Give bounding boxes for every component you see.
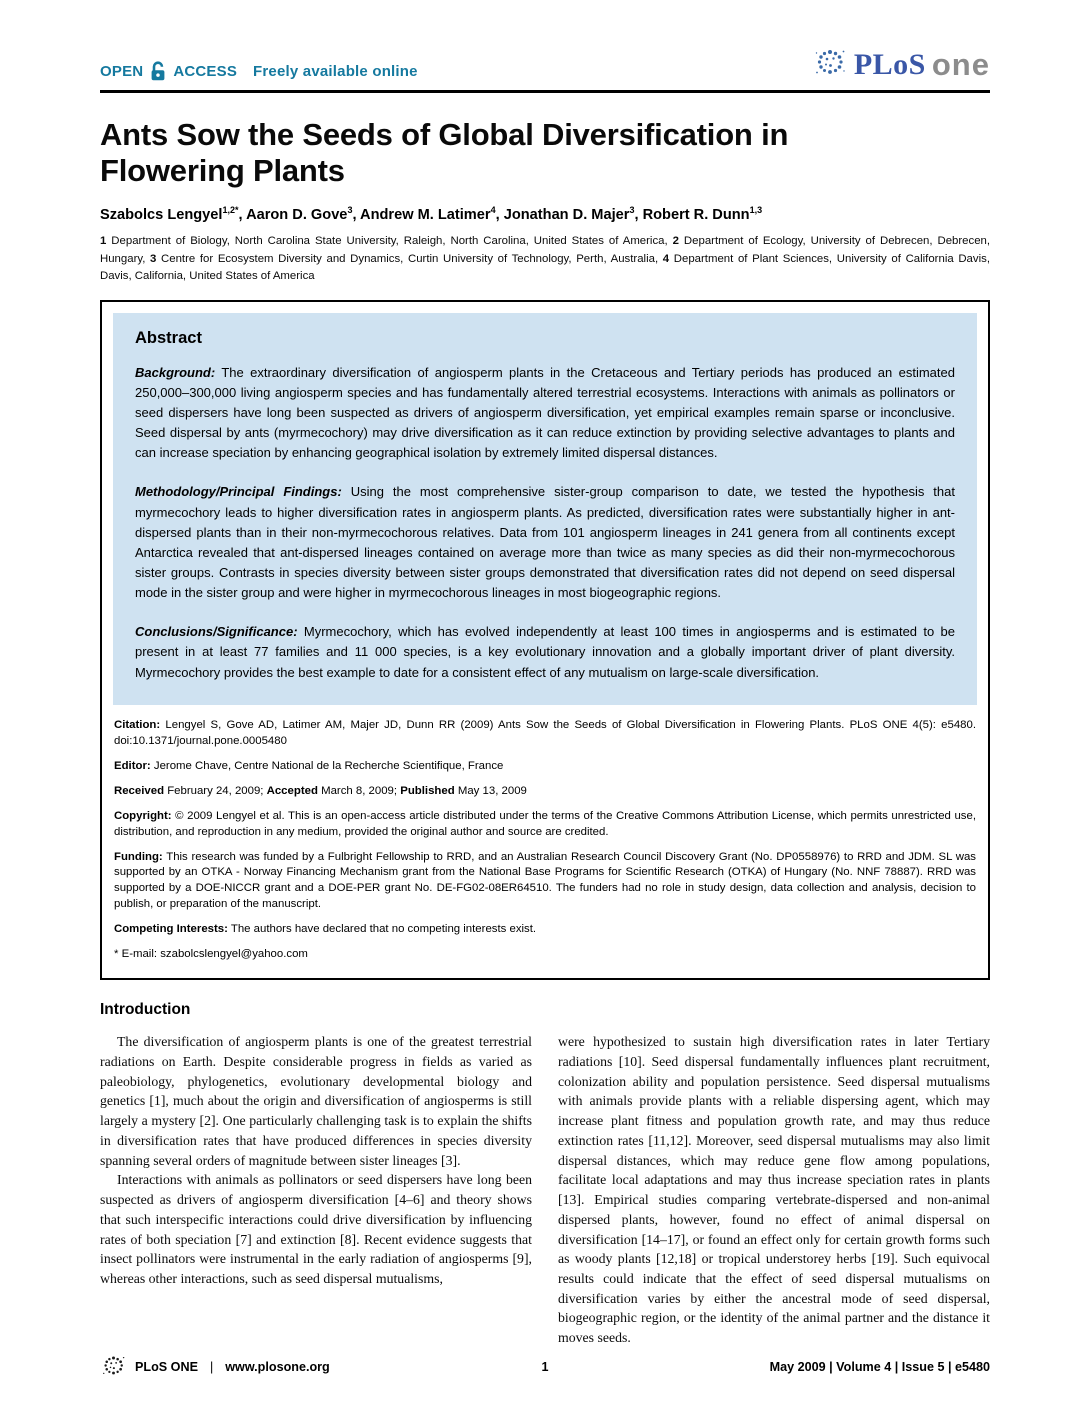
editor-line: Editor: Jerome Chave, Centre National de la Recherche Scientifique, France [114,759,504,772]
email-line: * E-mail: szabolcslengyel@yahoo.com [114,948,308,961]
open-access-banner [100,61,418,85]
affiliation-text: Centre for Ecosystem Diversity and Dynamics, Curtin University of Technology, Perth, Australia, [161,252,659,265]
page-number: 1 [541,1360,549,1374]
abstract-methodology: Methodology/Principal Findings: Using the most comprehensive sister-group comparison to date, we tested the hypothesis that myrmecochory leads to higher diversification rates in angiosperm plants. As predicted, diversification rates were substantially higher in ant-dispersed plants than in their non-myrmecochorous relatives. Data from 101 angiosperm lineages in 241 genera from all continents except Antarctica revealed that ant-dispersed lineages contained on average more than twice as many species as did their non-myrmecochorous sister groups. Contrasts in species diversity between sister groups demonstrated that diversification rates did not depend on seed dispersal mode in the sister group and were higher in myrmecochorous lineages in most biogeographic regions. [135,484,955,601]
footer-left [100,1352,542,1382]
affiliations [100,233,990,284]
footer-journal-name: PLoS ONE [135,1360,198,1374]
plos-logo-text: PLoS [853,47,926,81]
corresponding-email-link[interactable]: szabolcslengyel@yahoo.com [160,948,308,961]
author-list [100,206,990,224]
abstract-section-label: Conclusions/Significance: [135,624,298,640]
footer-journal-url[interactable]: www.plosone.org [225,1360,330,1374]
body-paragraph: Interactions with animals as pollinators or seed dispersers have long been suspected as drivers of angiosperm diversification [4–6] and theory shows that such interspecific interactions could drive diversification by influencing rates of both speciation [7] and extinction [8]. Recent evidence suggests that insect pollinators were instrumental in the early radiation of angiosperms [9], whereas other interactions, such as seed dispersal mutualisms, [100,1172,532,1286]
affiliation-text: Department of Biology, North Carolina State University, Raleigh, North Carolina, United States of America, [111,235,668,248]
dates-line: Received February 24, 2009; Accepted March 8, 2009; Published May 13, 2009 [114,784,527,797]
author: Andrew M. Latimer$^4$, [360,205,500,224]
plos-speckled-circle-icon [100,1352,127,1382]
body-paragraph: The diversification of angiosperm plants is one of the greatest terrestrial radiations on Earth. Despite considerable progress in fields as varied as paleobiology, phylogenetics, evolutionary developmental biology and genetics [1], much about the origin and diversification of angiosperms is still largely a mystery [2]. One particularly challenging task is to explain the shifts in diversification rates that have produced differences in species diversity spanning several orders of magnitude between sister lineages [3]. [100,1034,532,1168]
body-paragraph: were hypothesized to sustain high diversification rates in later Tertiary radiations [10]. Seed dispersal fundamentally influences plant recruitment, colonization ability and population persistence. Seed dispersal mutualisms with animals provide plants with a reliable dispersing agent, which may increase plant fitness and population growth rate, and may thus reduce extinction rates [11,12]. Moreover, seed dispersal mutualisms may also limit dispersal distances, which may reduce gene flow among populations, facilitate local adaptations and may thus increase speciation rates in plants [13]. Empirical studies comparing vertebrate-dispersed and non-animal dispersed plants, however, found no effect of animal dispersal on diversification [14–17], or found an effect only for certain growth forms such as woody plants [12,18] or tropical understorey herbs [19]. Such equivocal results could indicate that the effect of seed dispersal mutualisms on diversification varies by either the ancestral mode of seed dispersal, biogeographic region, or the identity of the animal partner and the distance it moves seeds. [558,1034,990,1346]
abstract-conclusions: Conclusions/Significance: Myrmecochory, which has evolved independently at least 100 times in angiosperms and is estimated to be present in at least 77 families and 11 000 species, is a key evolutionary innovation and a globally important driver of plant diversity. Myrmecochory provides the best example to date for a consistent effect of any mutualism on large-scale diversification. [135,624,956,680]
author-affiliation-sup: 1,2* [222,205,239,216]
left-column [100,1032,532,1348]
abstract-section-label: Background: [135,364,216,380]
plos-speckled-circle-icon [812,44,848,85]
footer-issue-info: May 2009 | Volume 4 | Issue 5 | e5480 [769,1360,991,1374]
footer-separator: | [209,1360,214,1374]
abstract-section-label: Methodology/Principal Findings: [135,484,342,500]
author: Jonathan D. Majer$^3$, [503,205,639,224]
open-access-open-label: OPEN [100,63,144,80]
affiliation-number: 1 [100,235,107,248]
funding-line: Funding: This research was funded by a Fulbright Fellowship to RRD, and an Australian Research Council Discovery Grant (No. DP0558976) to RRD and JDM. SL was supported by an OTKA - Norway Financing Mechanism grant from the National Base Programs for Scientific Research (OTKA) of Hungary (No. NNF 78887). RRD was supported by a DOE-NICCR grant and a DOE-PER grant No. DE-FG02-08ER64510. The funders had no role in study design, data collection and analysis, decision to publish, or preparation of the manuscript. [114,850,976,911]
header-divider [100,90,990,93]
plos-one-logo [812,44,990,85]
author: Szabolcs Lengyel$^{1,2*}$, [100,205,243,224]
copyright-line: Copyright: © 2009 Lengyel et al. This is an open-access article distributed under the terms of the Creative Commons Attribution License, which permits unrestricted use, distribution, and reproduction in any medium, provided the original author and source are credited. [114,809,976,838]
citation-line: Citation: Lengyel S, Gove AD, Latimer AM, Majer JD, Dunn RR (2009) Ants Sow the Seeds of Global Diversification in Flowering Plants. PLoS ONE 4(5): e5480. doi:10.1371/journal.pone.0005480 [114,718,976,747]
affiliation-text: Department of Ecology, University of Debrecen, Debrecen, Hungary, [100,235,991,265]
abstract-metadata-box [100,300,990,981]
affiliation-number: 2 [672,235,679,248]
affiliation-number: 3 [150,252,157,265]
competing-interests-line: Competing Interests: The authors have declared that no competing interests exist. [114,923,537,936]
affiliation-number: 4 [662,252,670,265]
page-header [100,44,990,90]
author-affiliation-sup: 4 [490,205,496,216]
author: Robert R. Dunn$^{1,3}$ [642,205,763,224]
author-affiliation-sup: 3 [347,205,353,216]
body-columns [100,1032,990,1348]
author-affiliation-sup: 1,3 [749,205,763,216]
open-padlock-icon [150,61,166,82]
introduction-heading: Introduction [100,1001,191,1019]
right-column [558,1032,990,1348]
abstract-background: Background: The extraordinary diversification of angiosperm plants in the Cretaceous and Tertiary periods has produced an estimated 250,000–300,000 living angiosperm species and has fundamentally altered terrestrial ecosystems. Interactions with animals as pollinators or seed dispersers have long been suspected as drivers of angiosperm diversification, yet empirical examples remain sparse or inconclusive. Seed dispersal by ants (myrmecochory) may drive diversification as it can reduce extinction by providing selective advantages to plants and can increase speciation by enhancing geographical isolation by extremely limited dispersal distances. [135,364,955,461]
article-metadata [113,705,977,977]
article-title: Ants Sow the Seeds of Global Diversification in Flowering Plants [100,117,789,189]
page-footer [100,1352,990,1382]
abstract-panel [113,313,977,705]
affiliation-text: Department of Plant Sciences, University of California Davis, Davis, California, United States of America [100,252,990,282]
open-access-access-label: ACCESS [173,63,238,80]
author: Aaron D. Gove$^3$, [246,205,357,224]
author-affiliation-sup: 3 [629,205,635,216]
one-logo-text: one [931,46,990,82]
open-access-tagline: Freely available online [253,63,418,80]
abstract-heading: Abstract [135,328,202,347]
